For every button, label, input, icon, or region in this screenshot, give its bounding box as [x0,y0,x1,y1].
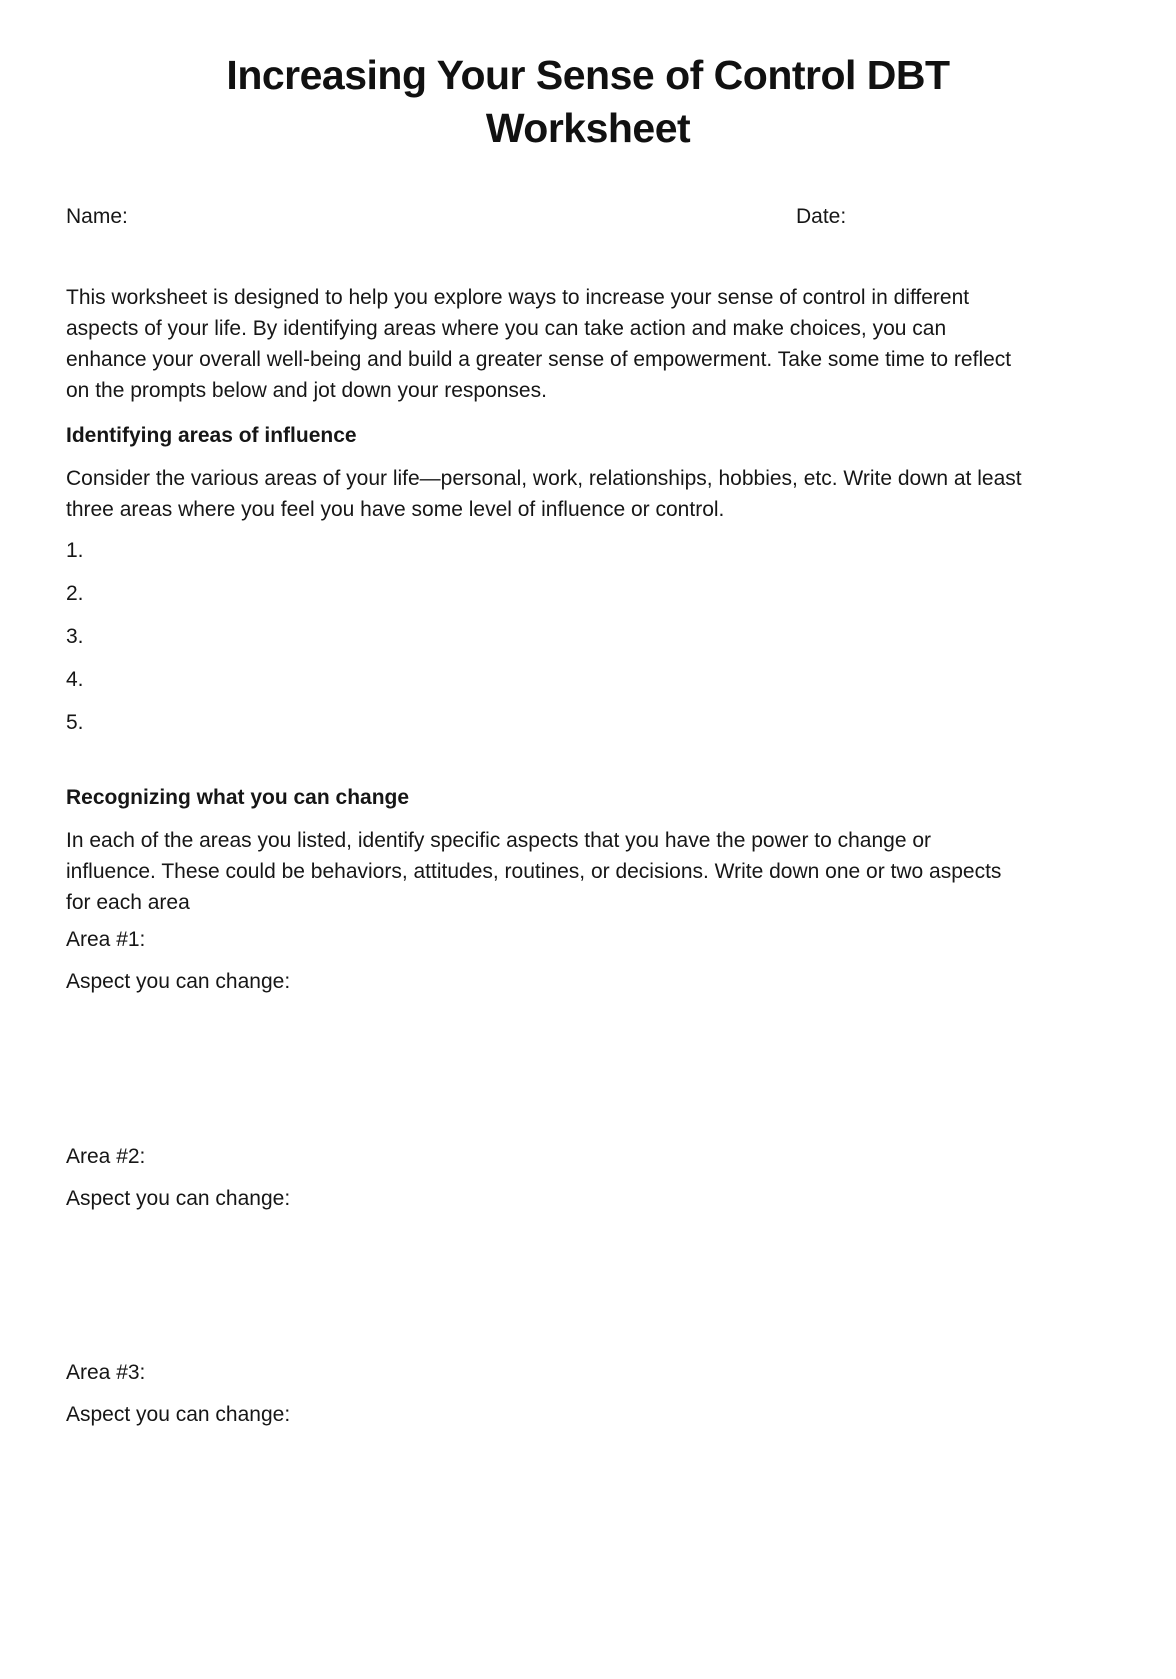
text-line: Consider the various areas of your life—personal, work, relationships, hobbies, etc. Write down at least [66,467,1022,490]
worksheet-page [0,49,1176,1679]
area-3-aspect-prompt: Aspect you can change: [66,1403,291,1426]
list-item-number-2: 2. [66,582,84,605]
intro-paragraph [66,282,1110,406]
list-item-number-1: 1. [66,539,84,562]
area-block-2 [66,1141,1110,1214]
name-field-label: Name: [66,205,128,228]
area-block-3 [66,1357,1110,1430]
page-title-line-1: Increasing Your Sense of Control DBT [226,52,950,98]
text-line: three areas where you feel you have some level of influence or control. [66,498,725,521]
date-field-label: Date: [796,205,847,228]
text-line: In each of the areas you listed, identify specific aspects that you have the power to change or [66,829,932,852]
area-block-1 [66,924,1110,997]
area-2-aspect-prompt: Aspect you can change: [66,1187,291,1210]
text-line: This worksheet is designed to help you explore ways to increase your sense of control in different [66,286,970,309]
identifying-areas-description [66,463,1110,525]
recognizing-change-description [66,825,1110,918]
area-2-label: Area #2: [66,1145,146,1168]
area-1-label: Area #1: [66,928,146,951]
area-1-aspect-prompt: Aspect you can change: [66,970,291,993]
text-line: on the prompts below and jot down your responses. [66,379,547,402]
text-line: influence. These could be behaviors, attitudes, routines, or decisions. Write down one or two aspects [66,860,1002,883]
section-heading-recognizing-change: Recognizing what you can change [66,786,410,809]
section-heading-identifying-areas: Identifying areas of influence [66,424,357,447]
list-item-number-5: 5. [66,711,84,734]
page-title [76,49,1100,155]
text-line: for each area [66,891,190,914]
area-3-label: Area #3: [66,1361,146,1384]
page-title-line-2: Worksheet [485,105,691,151]
list-item-number-3: 3. [66,625,84,648]
list-item-number-4: 4. [66,668,84,691]
text-line: enhance your overall well-being and build a greater sense of empowerment. Take some time to reflect [66,348,1012,371]
influence-areas-list [66,535,1110,738]
name-date-row [66,201,1110,232]
text-line: aspects of your life. By identifying areas where you can take action and make choices, you can [66,317,947,340]
